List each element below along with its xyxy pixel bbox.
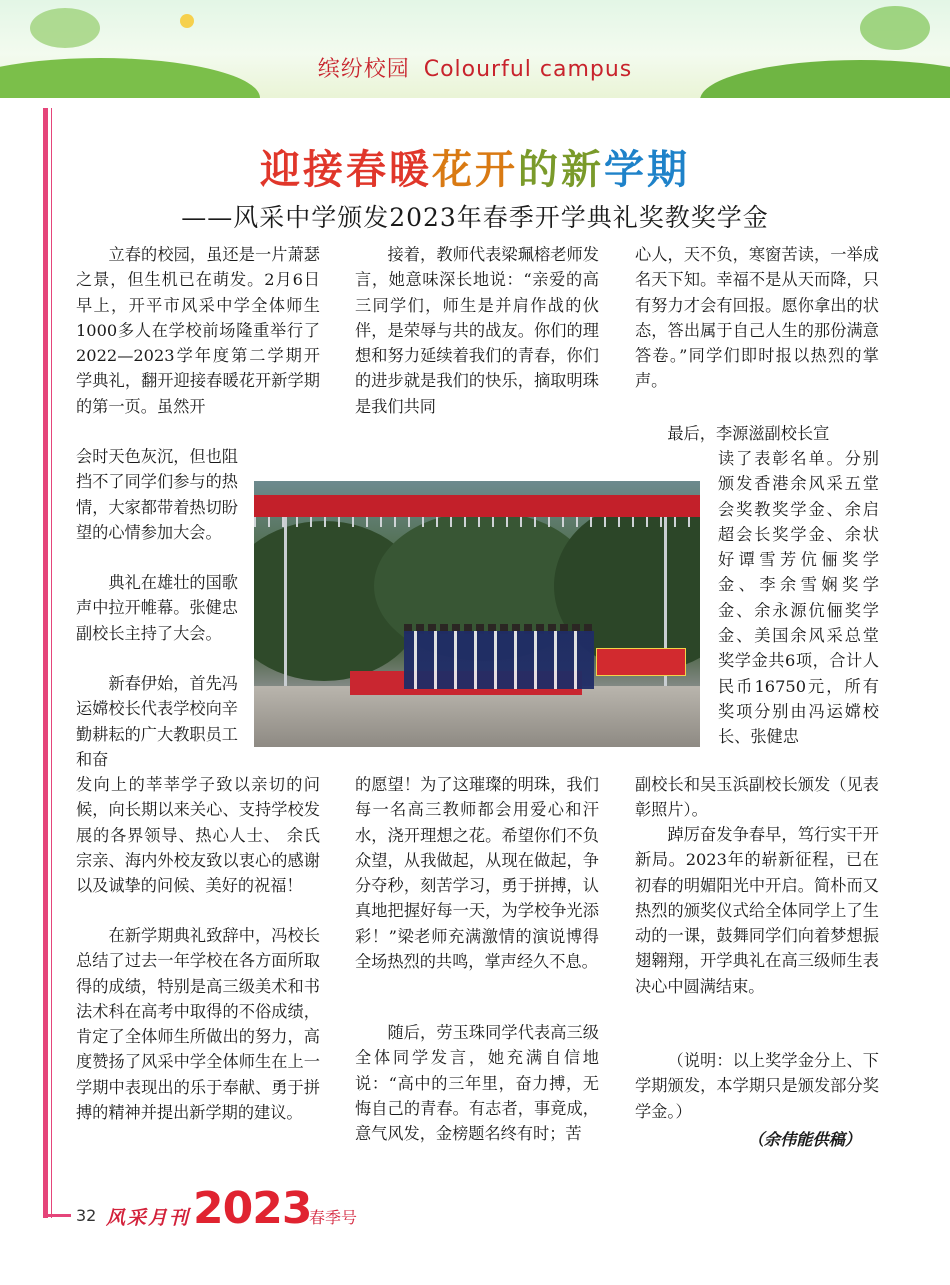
- margin-line: [43, 108, 48, 1218]
- section-header-en: Colourful campus: [423, 57, 633, 82]
- photo-award-sign: [596, 648, 686, 676]
- header-banner: [0, 0, 950, 98]
- photo-stage: [254, 686, 700, 747]
- paragraph-4: 在新学期典礼致辞中，冯校长总结了过去一年学校在各方面所取得的成绩，特别是高三级美术和书法术科在高考中取得的不俗成绩，肯定了全体师生所做出的努力，高度赞扬了风采中学全体师生在上一学期中表现出的乐于奉献、勇于拼搏的精神并提出新学期的建议。: [76, 926, 320, 1123]
- paragraph-6: 随后，劳玉珠同学代表高三级全体同学发言，她充满自信地说：“高中的三年里，奋力搏，无悔自己的青春。有志者，事竟成，意气风发，金榜题名终有时；苦: [355, 1023, 599, 1144]
- article-credit: （余伟能供稿）: [747, 1130, 861, 1149]
- paragraph-2: 典礼在雄壮的国歌声中拉开帷幕。张健忠副校长主持了大会。: [76, 573, 238, 643]
- issue-year: 2023: [193, 1183, 312, 1234]
- title-part-2: 花开: [432, 147, 518, 193]
- paragraph-3-cont: 发向上的莘莘学子致以亲切的问候，向长期以来关心、支持学校发展的各界领导、热心人士、 余氏宗亲、海内外校友致以衷心的感谢以及诚挚的问候、美好的祝福！: [76, 775, 320, 896]
- title-part-3: 的新: [518, 147, 604, 193]
- photo-students: [404, 631, 594, 689]
- article-subtitle: ——风采中学颁发2023年春季开学典礼奖教奖学金: [181, 203, 769, 232]
- decor-leaf-right: [860, 6, 930, 50]
- title-part-1: 迎接春暖: [260, 147, 432, 193]
- paragraph-1: 立春的校园，虽还是一片萧瑟之景，但生机已在萌发。2月6日早上，开平市风采中学全体师生1000多人在学校前场隆重举行了2022—2023学年度第二学期开学典礼，翻开迎接春暖花开新学期的第一页。虽然开: [76, 245, 320, 416]
- paragraph-note: （说明：以上奖学金分上、下学期颁发，本学期只是颁发部分奖学金。）: [635, 1051, 879, 1121]
- decor-flower: [180, 14, 194, 28]
- magazine-name: 风采月刊: [106, 1207, 191, 1229]
- issue-season: 春季号: [309, 1208, 358, 1227]
- page-number: 32: [76, 1206, 97, 1225]
- decor-leaf-left: [30, 8, 100, 48]
- paragraph-7: 最后，李源滋副校长宣: [667, 424, 830, 443]
- paragraph-7-end: 副校长和吴玉浜副校长颁发（见表彰照片）。: [635, 775, 879, 820]
- photo-truss: [254, 517, 700, 527]
- title-part-4: 学期: [604, 147, 690, 193]
- photo-stage-banner: [254, 495, 700, 517]
- paragraph-5: 接着，教师代表梁珮榕老师发言，她意味深长地说：“亲爱的高三同学们，师生是并肩作战的伙伴，是荣辱与共的战友。你们的理想和努力延续着我们的青春，你们的进步就是我们的快乐，摘取明珠是我们共同: [355, 245, 599, 416]
- ceremony-photo: [254, 481, 700, 747]
- section-header: [0, 52, 950, 83]
- paragraph-8: 踔厉奋发争春早，笃行实干开新局。2023年的崭新征程，已在初春的明媚阳光中开启。简朴而又热烈的颁奖仪式给全体同学上了生动的一课，鼓舞同学们向着梦想振翅翱翔，开学典礼在高三级师生表决心中圆满结束。: [635, 825, 879, 996]
- paragraph-5-cont: 的愿望！为了这璀璨的明珠，我们每一名高三教师都会用爱心和汗水，浇开理想之花。希望你们不负众望，从我做起，从现在做起，争分夺秒，刻苦学习，勇于拼搏，认真地把握好每一天，为学校争光添彩！”梁老师充满激情的演说博得全场热烈的共鸣，掌声经久不息。: [355, 775, 599, 972]
- margin-line-foot: [43, 1214, 71, 1217]
- article-title: [0, 138, 950, 195]
- paragraph-1-cont: 会时天色灰沉，但也阻挡不了同学们参与的热情，大家都带着热切盼望的心情参加大会。: [76, 447, 238, 542]
- paragraph-6-cont: 心人，天不负，寒窗苦读，一举成名天下知。幸福不是从天而降，只有努力才会有回报。愿你拿出的状态，答出属于自己人生的那份满意答卷。”同学们即时报以热烈的掌声。: [635, 245, 879, 391]
- paragraph-7-cont: 读了表彰名单。分别颁发香港余风采五堂会奖教奖学金、余启超会长奖学金、余状好谭雪芳伉俪奖学金、李余雪娴奖学金、余永源伉俪奖学金、美国余风采总堂奖学金共6项，合计人民币16750元，所有奖项分别由冯运嫦校长、张健忠: [718, 449, 879, 747]
- photo-pole: [284, 517, 287, 689]
- margin-line-thin: [51, 108, 52, 1218]
- section-header-cn: 缤纷校园: [317, 57, 410, 82]
- paragraph-3: 新春伊始，首先冯运嫦校长代表学校向辛勤耕耘的广大教职员工和奋: [76, 674, 238, 769]
